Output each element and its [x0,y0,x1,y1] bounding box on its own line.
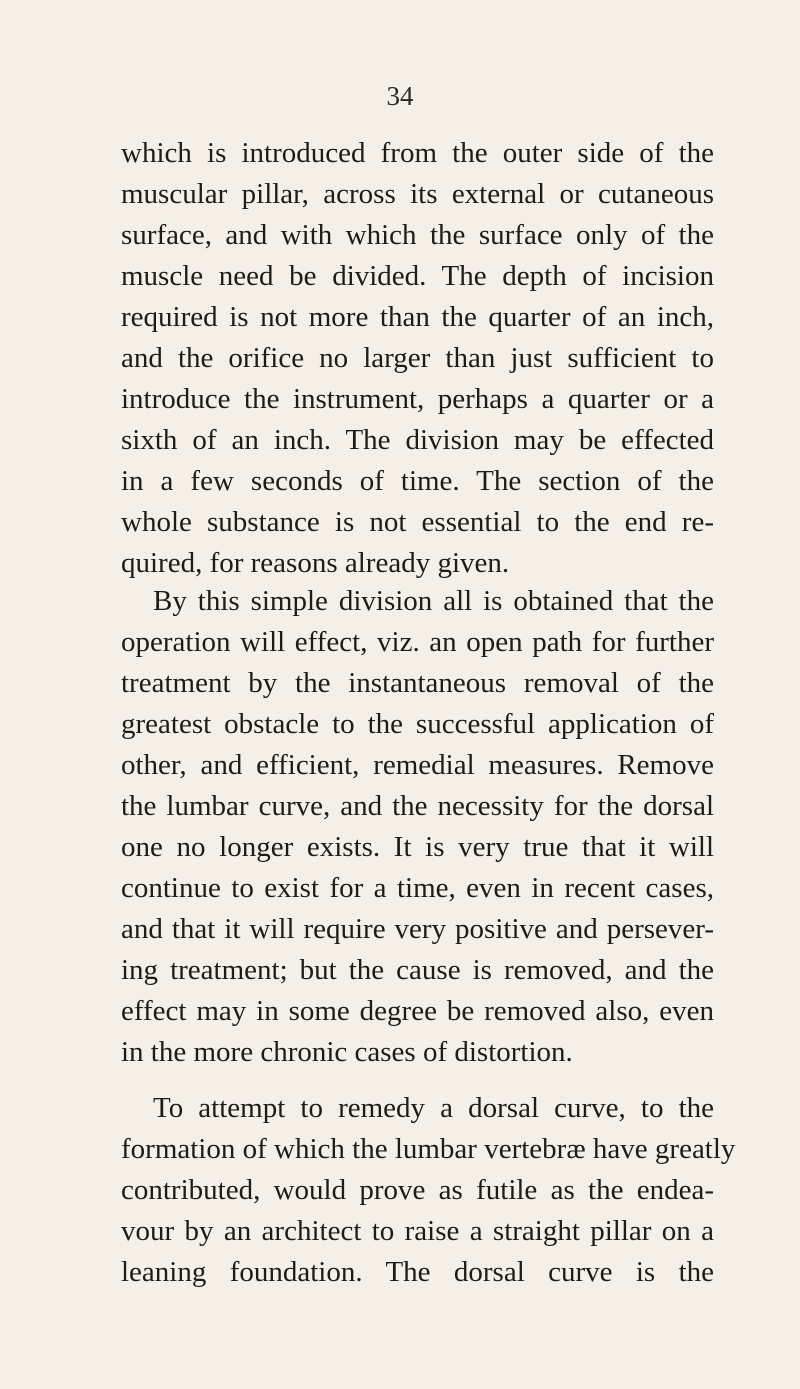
text-line: operation will effect, viz. an open path for further [121,626,714,658]
text-line: effect may in some degree be removed also, even [121,995,714,1027]
text-line: required is not more than the quarter of an inch, [121,301,714,333]
text-line: vour by an architect to raise a straight pillar on a [121,1215,714,1247]
text-line: contributed, would prove as futile as the endea- [121,1174,714,1206]
text-line: greatest obstacle to the successful application of [121,708,714,740]
text-line: By this simple division all is obtained that the [153,585,714,617]
text-line: in the more chronic cases of distortion. [121,1036,573,1068]
text-line: introduce the instrument, perhaps a quarter or a [121,383,714,415]
paragraph [121,1088,736,1293]
text-line: formation of which the lumbar vertebræ have greatly [121,1133,736,1165]
text-line: one no longer exists. It is very true that it will [121,831,714,863]
text-line: in a few seconds of time. The section of the [121,465,714,497]
text-line: surface, and with which the surface only of the [121,219,714,251]
text-line: quired, for reasons already given. [121,547,510,579]
text-line: and the orifice no larger than just sufficient to [121,342,714,374]
text-line: muscle need be divided. The depth of incision [121,260,714,292]
text-line: To attempt to remedy a dorsal curve, to the [153,1092,714,1124]
paragraph [121,133,714,584]
text-line: the lumbar curve, and the necessity for the dorsal [121,790,714,822]
page-number: 34 [386,81,414,111]
text-line: which is introduced from the outer side of the [121,137,714,169]
text-line: treatment by the instantaneous removal of the [121,667,714,699]
text-line: and that it will require very positive and persever- [121,913,714,945]
text-line: leaning foundation. The dorsal curve is the [121,1256,714,1288]
text-line: ing treatment; but the cause is removed, and the [121,954,714,986]
paragraph [121,581,714,1073]
text-line: whole substance is not essential to the end re- [121,506,714,538]
text-line: sixth of an inch. The division may be effected [121,424,714,456]
text-line: muscular pillar, across its external or cutaneous [121,178,714,210]
text-line: continue to exist for a time, even in recent cases, [121,872,714,904]
text-line: other, and efficient, remedial measures. Remove [121,749,714,781]
